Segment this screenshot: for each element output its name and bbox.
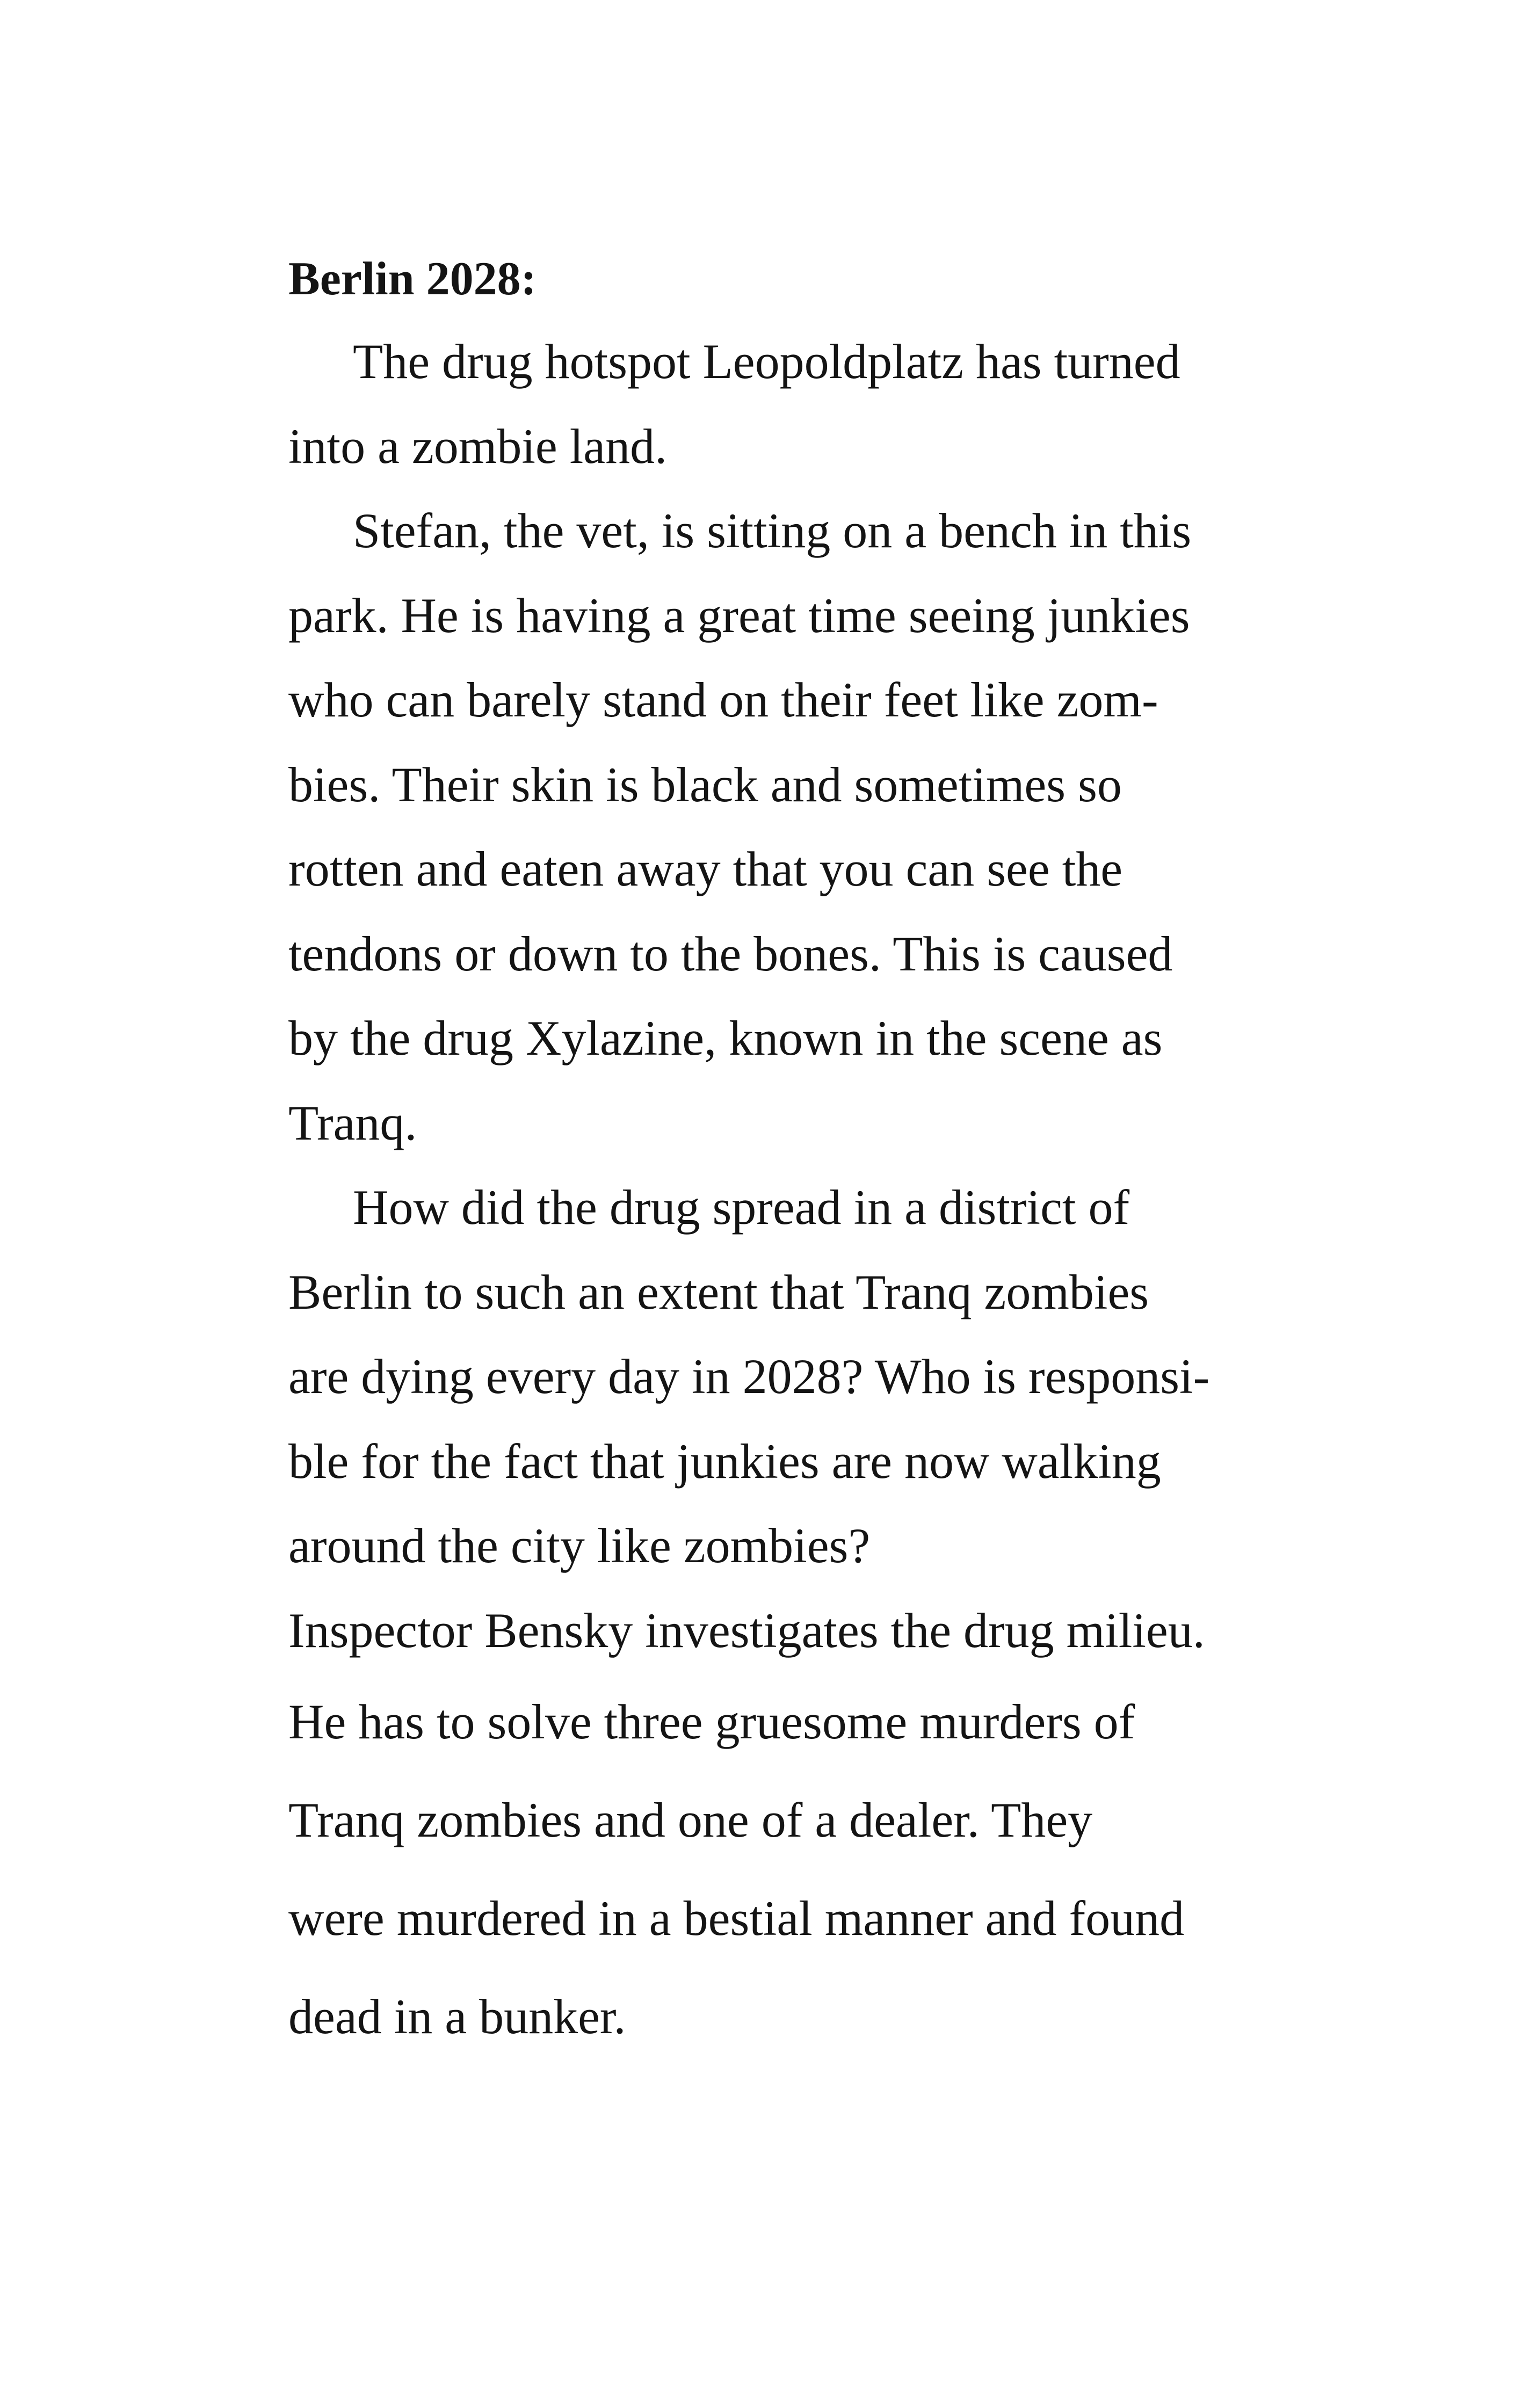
text-line: Stefan, the vet, is sitting on a bench in this xyxy=(353,503,1192,558)
text-line: into a zombie land. xyxy=(288,418,668,474)
text-line: around the city like zombies? xyxy=(288,1518,871,1573)
text-line: bies. Their skin is black and sometimes so xyxy=(288,757,1122,812)
text-line: Berlin to such an extent that Tranq zombies xyxy=(288,1264,1149,1319)
text-line: by the drug Xylazine, known in the scene as xyxy=(288,1011,1163,1065)
text-line: dead in a bunker. xyxy=(288,1989,626,2044)
blurb-text xyxy=(288,239,1320,2066)
text-line: Tranq. xyxy=(288,1095,417,1150)
page-heading: Berlin 2028: xyxy=(288,253,537,305)
text-line: were murdered in a bestial manner and found xyxy=(288,1891,1185,1946)
text-line: Inspector Bensky investigates the drug milieu. xyxy=(288,1602,1205,1658)
text-line: He has to solve three gruesome murders of xyxy=(288,1694,1135,1749)
text-line: park. He is having a great time seeing junkies xyxy=(288,588,1190,643)
text-line: rotten and eaten away that you can see the xyxy=(288,842,1123,896)
text-line: tendons or down to the bones. This is caused xyxy=(288,926,1173,981)
text-line: How did the drug spread in a district of xyxy=(353,1180,1130,1235)
text-line: The drug hotspot Leopoldplatz has turned xyxy=(353,334,1180,389)
text-line: are dying every day in 2028? Who is responsi- xyxy=(288,1349,1210,1404)
text-line: Tranq zombies and one of a dealer. They xyxy=(288,1793,1093,1847)
text-line: ble for the fact that junkies are now walking xyxy=(288,1433,1161,1489)
text-line: who can barely stand on their feet like zom- xyxy=(288,672,1158,727)
